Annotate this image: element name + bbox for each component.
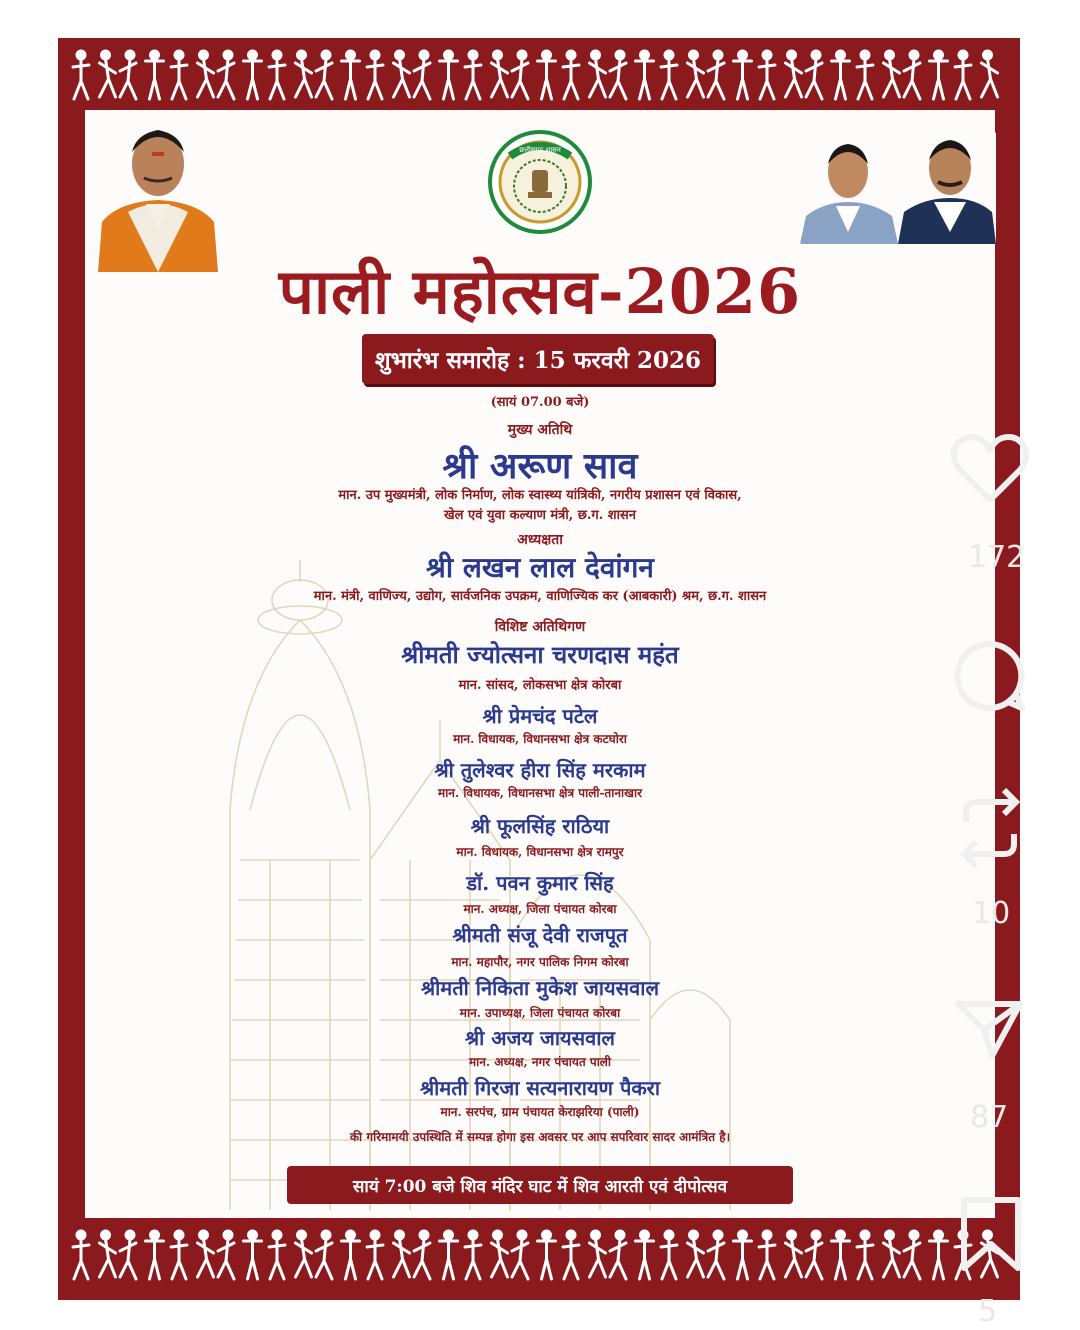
share-button[interactable] [952, 996, 1026, 1062]
tribal-figure [218, 1231, 234, 1279]
tribal-figure [857, 51, 873, 99]
guest-name: श्रीमती ज्योत्सना चरणदास महंत [401, 640, 679, 669]
special-guests-label: विशिष्ट अतिथिगण [494, 619, 586, 635]
guest-name: श्री फूलसिंह राठिया [470, 814, 610, 838]
tribal-figure [492, 1231, 508, 1277]
tribal-figure [73, 1231, 89, 1279]
tribal-figure [367, 51, 383, 99]
tribal-figure [734, 51, 752, 99]
guest-desc: मान. अध्यक्ष, जिला पंचायत कोरबा [463, 902, 617, 916]
tribal-figure [806, 1231, 822, 1279]
tribal-figure [590, 51, 606, 97]
guest-name: डॉ. पवन कुमार सिंह [466, 871, 614, 895]
guest-name: श्री प्रेमचंद पटेल [482, 704, 598, 728]
guest-desc: मान. विधायक, विधानसभा क्षेत्र कटघोरा [453, 732, 627, 746]
president-name: श्री लखन लाल देवांगन [426, 551, 654, 584]
tribal-figure [492, 51, 508, 97]
tribal-figure [759, 1231, 775, 1279]
repost-icon [952, 786, 1028, 870]
guest-name: श्रीमती गिरजा सत्यनारायण पैकरा [419, 1076, 661, 1100]
tribal-figure [512, 1231, 528, 1279]
tribal-figure [982, 51, 998, 97]
tribal-figure [786, 51, 802, 97]
tribal-figure [688, 51, 704, 97]
like-count: 172 [968, 540, 1026, 575]
tribal-figure [146, 1231, 164, 1279]
tribal-art-band-bottom [58, 1220, 1020, 1290]
tribal-figure [171, 51, 187, 99]
tribal-figure [708, 1231, 724, 1279]
tribal-figure [734, 1231, 752, 1279]
guest-desc: मान. उपाध्यक्ष, जिला पंचायत कोरबा [459, 1006, 621, 1020]
tribal-figure [218, 51, 234, 99]
tribal-figure [832, 1231, 850, 1279]
tribal-figure [269, 1231, 285, 1279]
tribal-figure [73, 51, 89, 99]
tribal-figure [857, 1231, 873, 1279]
chief-guest-desc-1: मान. उप मुख्यमंत्री, लोक निर्माण, लोक स्वास्थ्य यांत्रिकी, नगरीय प्रशासन एवं विकास, [338, 488, 742, 503]
tribal-figure [198, 1231, 214, 1277]
tribal-figure [930, 51, 948, 99]
president-label: अध्यक्षता [517, 532, 563, 548]
tribal-figure [100, 1231, 116, 1277]
share-count: 87 [970, 1100, 1009, 1135]
guest-name: श्रीमती निकिता मुकेश जायसवाल [420, 976, 660, 1000]
tribal-figure [610, 1231, 626, 1279]
heart-icon [950, 432, 1030, 506]
tribal-figure [538, 51, 556, 99]
government-seal-emblem [488, 130, 592, 234]
chief-guest-name: श्री अरूण साव [442, 445, 638, 487]
guest-desc: मान. विधायक, विधानसभा क्षेत्र पाली-तानाखार [438, 786, 642, 800]
inauguration-date-text: शुभारंभ समारोह : 15 फरवरी 2026 [374, 347, 702, 374]
guest-name: श्रीमती संजू देवी राजपूत [452, 923, 628, 947]
guest-desc: मान. सरपंच, ग्राम पंचायत केराझरिया (पाली) [440, 1105, 640, 1119]
repost-button[interactable] [952, 786, 1028, 870]
save-count: 5 [978, 1294, 998, 1329]
festival-title: पाली महोत्सव-2026 [278, 255, 802, 328]
tribal-figure [198, 51, 214, 97]
tribal-figure [120, 1231, 136, 1279]
tribal-figure [806, 51, 822, 99]
tribal-figure [636, 51, 654, 99]
repost-count: 10 [972, 896, 1011, 931]
tribal-figure [884, 1231, 900, 1277]
tribal-figure [171, 1231, 187, 1279]
comment-button[interactable] [950, 638, 1030, 714]
tribal-figure [146, 51, 164, 99]
aarti-footer-banner [287, 1166, 793, 1204]
tribal-figure [244, 1231, 262, 1279]
like-button[interactable] [950, 432, 1030, 506]
tribal-figure [394, 1231, 410, 1277]
guest-name: श्री अजय जायसवाल [465, 1026, 615, 1050]
tribal-figure [904, 51, 920, 99]
tribal-figure [759, 51, 775, 99]
tribal-figure [342, 51, 360, 99]
tribal-figure [269, 51, 285, 99]
tribal-figure [296, 51, 312, 97]
tribal-figure [512, 51, 528, 99]
guest-name: श्री तुलेश्वर हीरा सिंह मरकाम [434, 758, 646, 782]
tribal-figure [563, 1231, 579, 1279]
tribal-figure [538, 1231, 556, 1279]
inauguration-date-badge [362, 334, 714, 384]
tribal-figure [244, 51, 262, 99]
tribal-figure [316, 51, 332, 99]
send-icon [952, 996, 1026, 1062]
bookmark-icon [958, 1196, 1024, 1272]
closing-invitation-text: की गरिमामयी उपस्थिति में सम्पन्न होगा इस अवसर पर आप सपरिवार सादर आमंत्रित है। [349, 1130, 731, 1144]
tribal-figure [316, 1231, 332, 1279]
tribal-figure [100, 51, 116, 97]
tribal-figure [465, 51, 481, 99]
guest-desc: मान. विधायक, विधानसभा क्षेत्र रामपुर [456, 845, 624, 859]
tribal-figure [590, 1231, 606, 1277]
tribal-figure [440, 51, 458, 99]
tribal-figure [563, 51, 579, 99]
tribal-figure [688, 1231, 704, 1277]
tribal-figure [786, 1231, 802, 1277]
tribal-figure [661, 1231, 677, 1279]
tribal-figure [414, 51, 430, 99]
seal-text: छत्तीसगढ़ शासन [519, 146, 561, 154]
save-button[interactable] [958, 1196, 1024, 1272]
ministers-photo [800, 132, 996, 244]
aarti-footer-text: सायं 7:00 बजे शिव मंदिर घाट में शिव आरती एवं दीपोत्सव [352, 1176, 728, 1197]
tribal-figure [394, 51, 410, 97]
president-desc: मान. मंत्री, वाणिज्य, उद्योग, सार्वजनिक उपक्रम, वाणिज्यिक कर (आबकारी) श्रम, छ.ग. शासन [313, 589, 767, 604]
tribal-figure [636, 1231, 654, 1279]
tribal-figure [367, 1231, 383, 1279]
tribal-figure [904, 1231, 920, 1279]
guest-desc: मान. अध्यक्ष, नगर पंचायत पाली [468, 1055, 612, 1069]
tribal-figure [661, 51, 677, 99]
tribal-figure [832, 51, 850, 99]
chief-guest-label: मुख्य अतिथि [507, 422, 573, 438]
tribal-figure [708, 51, 724, 99]
tribal-figure [465, 1231, 481, 1279]
tribal-figure [342, 1231, 360, 1279]
tribal-art-band-top [58, 40, 1020, 110]
tribal-figure [930, 1231, 948, 1279]
tribal-figure [440, 1231, 458, 1279]
tribal-figure [414, 1231, 430, 1279]
tribal-figure [610, 51, 626, 99]
event-time: (सायं 07.00 बजे) [490, 395, 590, 410]
tribal-figure [884, 51, 900, 97]
tribal-figure [296, 1231, 312, 1277]
tribal-figure [120, 51, 136, 99]
tribal-figure [955, 51, 971, 99]
guest-desc: मान. महापौर, नगर पालिक निगम कोरबा [451, 955, 629, 969]
comment-icon [950, 638, 1030, 714]
guest-desc: मान. सांसद, लोकसभा क्षेत्र कोरबा [458, 678, 622, 693]
chief-guest-desc-2: खेल एवं युवा कल्याण मंत्री, छ.ग. शासन [444, 508, 636, 523]
